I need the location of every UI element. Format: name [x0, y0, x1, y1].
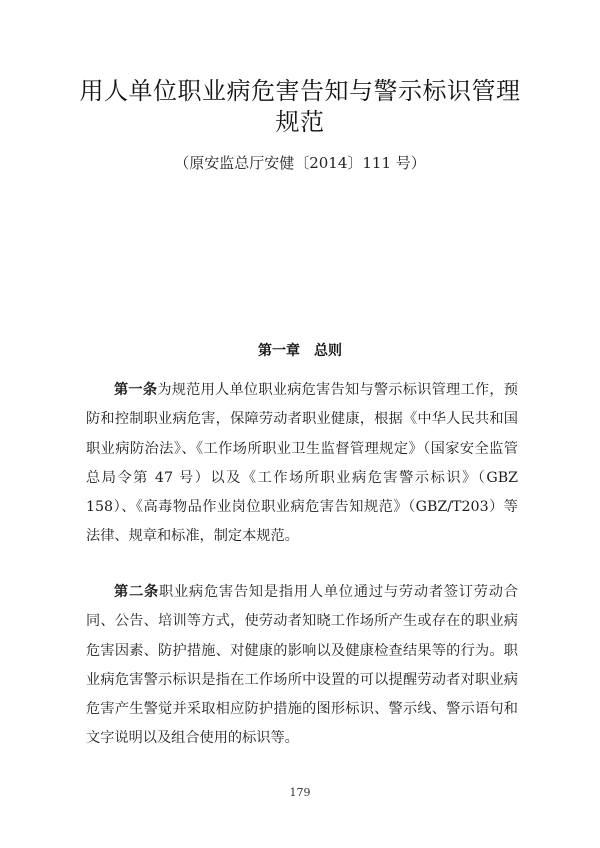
document-title — [60, 76, 540, 138]
article-2-label: 第二条 — [114, 584, 159, 600]
chapter-heading: 第一章 总则 — [258, 343, 342, 359]
article-1-text: 为规范用人单位职业病危害告知与警示标识管理工作，预防和控制职业病危害，保障劳动者职业健康，根据《中华人民共和国职业病防治法》、《工作场所职业卫生监督管理规定》（国家安全监管总局令第 47 号）以及《工作场所职业病危害警示标识》（GBZ 158）、《高毒物品作业岗位职业病危害告知规范》（GBZ/T203）等法律、规章和标准，制定本规范。 — [86, 382, 518, 545]
article-2 — [86, 578, 518, 754]
page-number: 179 — [289, 786, 311, 799]
article-1 — [86, 376, 518, 552]
title-line-1: 用人单位职业病危害告知与警示标识管理 — [79, 77, 521, 105]
article-2-text: 职业病危害告知是指用人单位通过与劳动者签订劳动合同、公告、培训等方式，使劳动者知晓工作场所产生或存在的职业病危害因素、防护措施、对健康的影响以及健康检查结果等的行为。职业病危害警示标识是指在工作场所中设置的可以提醒劳动者对职业病危害产生警觉并采取相应防护措施的图形标识、警示线、警示语句和文字说明以及组合使用的标识等。 — [86, 584, 518, 747]
article-1-label: 第一条 — [114, 382, 158, 398]
title-line-2: 规范 — [275, 108, 325, 136]
document-subtitle: （原安监总厅安健〔2014〕111 号） — [174, 154, 426, 172]
